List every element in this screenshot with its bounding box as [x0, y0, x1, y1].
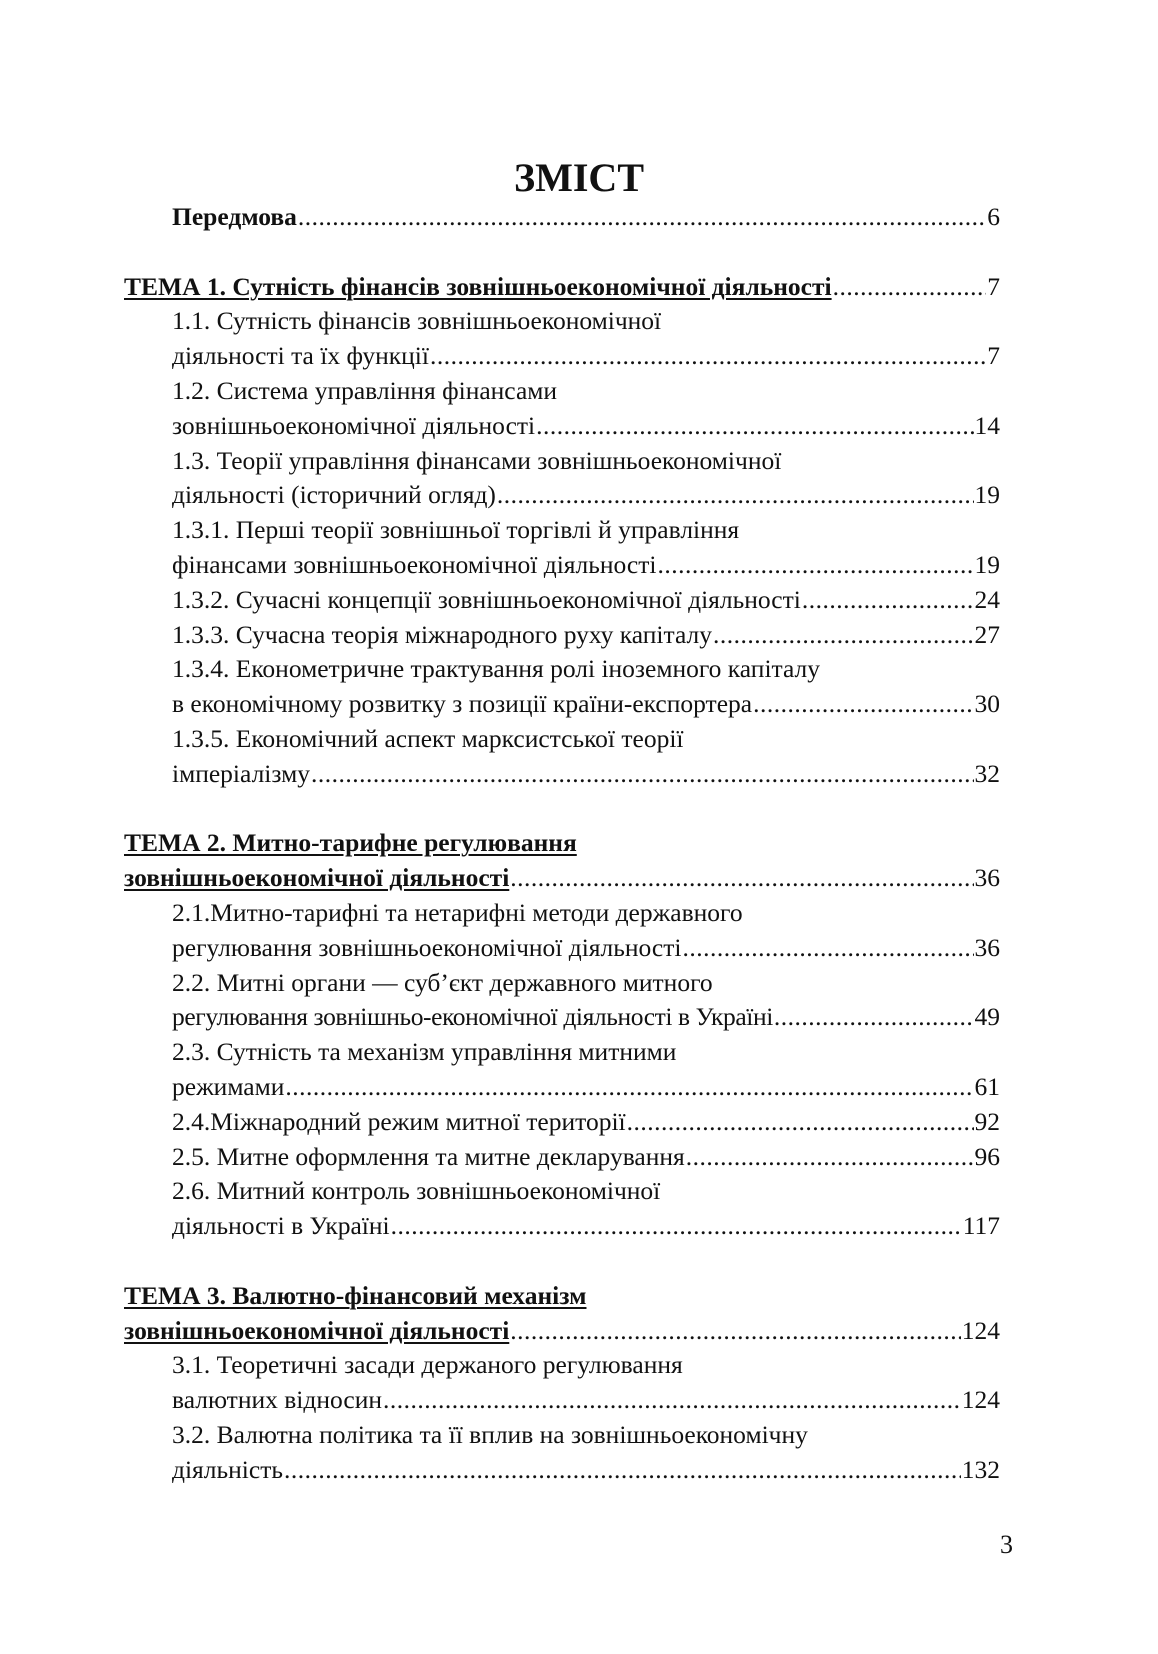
toc-entry-page: 96	[974, 1141, 1000, 1171]
toc-entry-last-line	[124, 478, 1000, 513]
page-title: ЗМІСТ	[514, 155, 644, 200]
toc-entry-page: 117	[962, 1211, 1000, 1241]
toc-entry-last-line	[124, 1453, 1000, 1488]
leader-dots	[510, 1314, 960, 1349]
toc-entry-last-line	[124, 1383, 1000, 1418]
toc-entry[interactable]	[124, 1035, 1000, 1105]
toc-entry-last-line	[124, 409, 1000, 444]
toc-entry-line: 2.1.Митно-тарифні та нетарифні методи державного	[172, 897, 743, 927]
toc-topic-title: зовнішньоекономічної діяльності	[124, 1315, 510, 1345]
toc-entry-line: 1.3.1. Перші теорії зовнішньої торгівлі й управління	[172, 515, 740, 545]
leader-dots	[497, 478, 974, 513]
toc-entry[interactable]	[124, 652, 1000, 722]
toc-entry-line: 1.3. Теорії управління фінансами зовнішньоекономічної	[172, 445, 782, 475]
toc-topic-title-last-line	[124, 1314, 1000, 1349]
toc-entry-line: 3.1. Теоретичні засади держаного регулювання	[172, 1350, 683, 1380]
toc-entry-page: 14	[974, 410, 1000, 440]
toc-entry[interactable]	[124, 618, 1000, 653]
leader-dots	[753, 687, 973, 722]
toc-entry-page: 132	[961, 1454, 1000, 1484]
leader-dots	[682, 931, 973, 966]
toc-entry-line: діяльності в Україні	[172, 1211, 390, 1241]
toc-entry-page: 19	[974, 480, 1000, 510]
toc-entry[interactable]	[124, 966, 1000, 1036]
leader-dots	[430, 339, 986, 374]
toc-entry-page: 6	[987, 202, 1000, 231]
toc-entry-line: 2.2. Митні органи — суб’єкт державного митного	[172, 967, 713, 997]
toc-entry-last-line	[124, 548, 1000, 583]
toc-entry[interactable]	[124, 1140, 1000, 1175]
toc-topic-1-heading[interactable]	[124, 270, 1000, 305]
toc-entry-line: 1.3.3. Сучасна теорія міжнародного руху капіталу	[172, 619, 712, 649]
toc-entry-line: зовнішньоекономічної діяльності	[172, 410, 536, 440]
toc-topic-2-heading[interactable]	[124, 826, 1000, 896]
spacer	[124, 1244, 1000, 1279]
toc-topic-title-last-line	[124, 861, 1000, 896]
toc-entry[interactable]	[124, 1174, 1000, 1244]
toc-topic-page: 7	[987, 271, 1000, 301]
toc-entry-preface[interactable]	[124, 200, 1000, 235]
toc-topic-page: 36	[974, 863, 1000, 893]
toc-topic-title: ТЕМА 3. Валютно-фінансовий механізм	[124, 1280, 587, 1310]
toc-entry-line: діяльності та їх функції	[172, 341, 429, 371]
leader-dots	[298, 200, 986, 235]
toc-topic-3-heading[interactable]	[124, 1279, 1000, 1349]
leader-dots	[833, 270, 987, 305]
leader-dots	[510, 861, 973, 896]
leader-dots	[627, 1105, 974, 1140]
toc-entry-page: 36	[974, 932, 1000, 962]
leader-dots	[284, 1453, 961, 1488]
toc-entry-line: 1.3.4. Економетричне трактування ролі іноземного капіталу	[172, 654, 820, 684]
toc-entry[interactable]	[124, 722, 1000, 792]
toc-entry-page: 49	[974, 1002, 1000, 1032]
leader-dots	[391, 1209, 962, 1244]
toc-entry-line: регулювання зовнішньо-економічної діяльності в Україні	[172, 1002, 773, 1032]
page-number: 3	[1000, 1530, 1013, 1559]
toc-entry-line: 1.1. Сутність фінансів зовнішньоекономічної	[172, 306, 662, 336]
toc-entry[interactable]	[124, 1105, 1000, 1140]
toc-entry[interactable]	[124, 1348, 1000, 1418]
leader-dots	[311, 757, 974, 792]
toc-entry-line: регулювання зовнішньоекономічної діяльності	[172, 932, 682, 962]
toc-entry-line: режимами	[172, 1071, 285, 1101]
toc-entry-line: діяльність	[172, 1454, 283, 1484]
toc-entry[interactable]	[124, 583, 1000, 618]
toc-entry-line: 2.5. Митне оформлення та митне декларування	[172, 1141, 685, 1171]
leader-dots	[686, 1140, 974, 1175]
toc-entry-line: 1.3.5. Економічний аспект марксистської теорії	[172, 723, 684, 753]
toc-entry[interactable]	[124, 896, 1000, 966]
toc-entry-page: 19	[974, 549, 1000, 579]
toc-entry[interactable]	[124, 374, 1000, 444]
spacer	[124, 792, 1000, 827]
toc-entry-last-line	[124, 1209, 1000, 1244]
toc-entry-line: 2.3. Сутність та механізм управління митними	[172, 1037, 677, 1067]
toc-entry-last-line	[124, 931, 1000, 966]
toc-entry-line: 2.4.Міжнародний режим митної території	[172, 1106, 626, 1136]
toc-entry-line: 2.6. Митний контроль зовнішньоекономічної	[172, 1176, 661, 1206]
toc-entry-page: 27	[974, 619, 1000, 649]
toc-entry-line: 1.2. Система управління фінансами	[172, 375, 558, 405]
toc-entry-last-line	[124, 1070, 1000, 1105]
toc-entry-line: 3.2. Валютна політика та її вплив на зовнішньоекономічну	[172, 1419, 808, 1449]
toc-entry[interactable]	[124, 444, 1000, 514]
leader-dots	[774, 1000, 974, 1035]
toc-entry-last-line	[124, 687, 1000, 722]
toc-entry-page: 124	[961, 1385, 1000, 1415]
toc-topic-title-line	[124, 1279, 1000, 1314]
toc-topic-page: 124	[961, 1315, 1000, 1345]
toc-entry[interactable]	[124, 1418, 1000, 1488]
toc-entry-last-line	[124, 339, 1000, 374]
toc-entry-page: 32	[974, 758, 1000, 788]
toc-entry-line: 1.3.2. Сучасні концепції зовнішньоекономічної діяльності	[172, 584, 801, 614]
leader-dots	[713, 618, 974, 653]
toc-entry-line: валютних відносин	[172, 1385, 382, 1415]
toc-entry[interactable]	[124, 304, 1000, 374]
table-of-contents	[124, 200, 1000, 1487]
toc-entry-label: Передмова	[172, 202, 297, 231]
toc-entry-line: в економічному розвитку з позиції країни-експортера	[172, 689, 753, 719]
toc-topic-title-line	[124, 826, 1000, 861]
toc-entry-line: фінансами зовнішньоекономічної діяльності	[172, 549, 657, 579]
toc-entry-page: 61	[974, 1071, 1000, 1101]
spacer	[124, 235, 1000, 270]
leader-dots	[536, 409, 973, 444]
leader-dots	[285, 1070, 973, 1105]
toc-entry-page: 30	[974, 689, 1000, 719]
leader-dots	[657, 548, 973, 583]
toc-entry-page: 92	[974, 1106, 1000, 1136]
toc-entry-page: 7	[987, 341, 1000, 371]
toc-entry-line: діяльності (історичний огляд)	[172, 480, 496, 510]
toc-entry-line: імперіалізму	[172, 758, 310, 788]
toc-topic-title: зовнішньоекономічної діяльності	[124, 863, 510, 893]
leader-dots	[383, 1383, 961, 1418]
toc-topic-title: ТЕМА 1. Сутність фінансів зовнішньоекономічної діяльності	[124, 271, 832, 301]
toc-entry-last-line	[124, 757, 1000, 792]
toc-entry[interactable]	[124, 513, 1000, 583]
toc-entry-last-line	[124, 1000, 1000, 1035]
toc-entry-page: 24	[974, 584, 1000, 614]
toc-topic-title: ТЕМА 2. Митно-тарифне регулювання	[124, 828, 577, 858]
leader-dots	[802, 583, 974, 618]
